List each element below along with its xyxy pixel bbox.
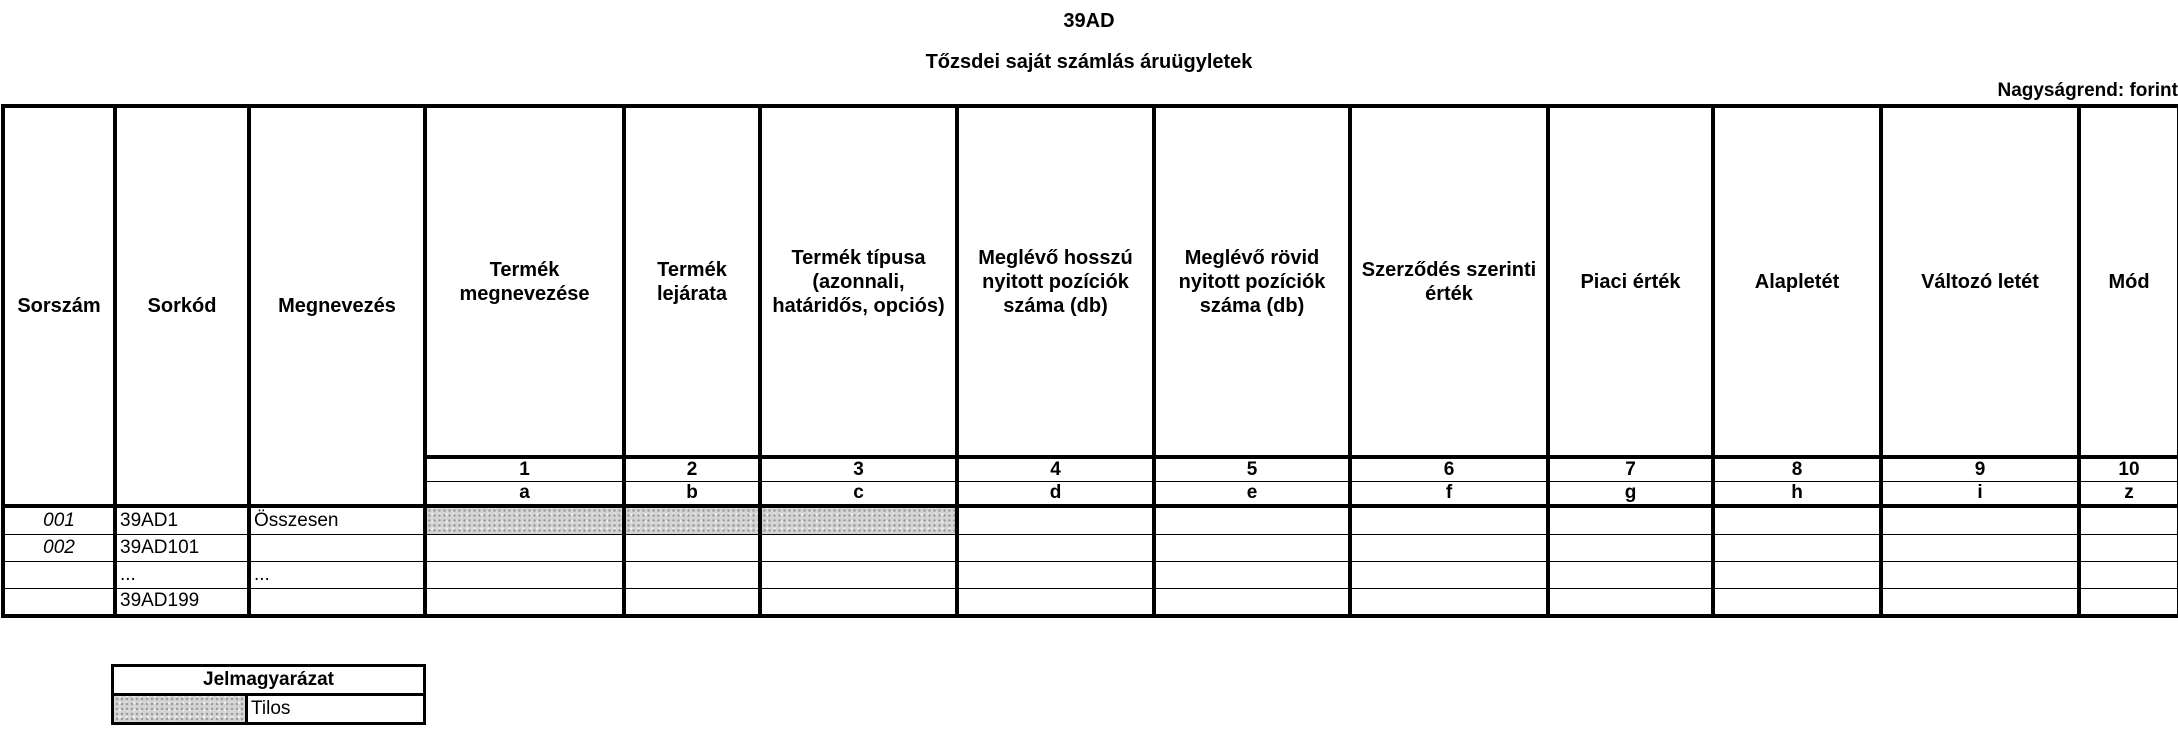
data-cell[interactable] (624, 561, 760, 588)
header-row (3, 106, 2178, 457)
row-number: 001 (3, 506, 115, 534)
data-cell[interactable] (1881, 534, 2079, 561)
col-header-hosszu-poziciok: Meglévő hosszú nyitott pozíciók száma (db) (957, 106, 1154, 457)
table-row (3, 534, 2178, 561)
data-cell[interactable] (425, 534, 624, 561)
col-number: 5 (1154, 457, 1350, 482)
data-cell[interactable] (1350, 588, 1548, 616)
data-cell[interactable] (957, 506, 1154, 534)
unit-note: Nagyságrend: forint (1997, 80, 2178, 101)
col-number: 1 (425, 457, 624, 482)
data-cell[interactable] (2079, 561, 2178, 588)
col-header-termek-tipusa: Termék típusa (azonnali, határidős, opciós) (760, 106, 957, 457)
col-letter: a (425, 482, 624, 507)
table-row (3, 506, 2178, 534)
data-cell[interactable] (425, 561, 624, 588)
data-cell[interactable] (1154, 561, 1350, 588)
table-row (3, 561, 2178, 588)
col-header-sorkod: Sorkód (115, 106, 249, 506)
row-number: 002 (3, 534, 115, 561)
col-number: 9 (1881, 457, 2079, 482)
col-letter: b (624, 482, 760, 507)
legend-forbidden-swatch (113, 695, 247, 724)
data-cell[interactable] (1548, 534, 1713, 561)
col-letter: d (957, 482, 1154, 507)
data-cell[interactable] (1548, 506, 1713, 534)
row-name (249, 588, 425, 616)
data-cell[interactable] (1548, 561, 1713, 588)
col-number: 3 (760, 457, 957, 482)
data-cell[interactable] (1154, 506, 1350, 534)
col-number: 8 (1713, 457, 1881, 482)
col-header-termek-megnevezese: Termék megnevezése (425, 106, 624, 457)
data-cell[interactable] (624, 534, 760, 561)
col-number: 10 (2079, 457, 2178, 482)
data-cell[interactable] (1154, 534, 1350, 561)
col-letter: h (1713, 482, 1881, 507)
row-code: 39AD1 (115, 506, 249, 534)
row-name: ... (249, 561, 425, 588)
data-cell[interactable] (957, 534, 1154, 561)
col-header-megnevezes: Megnevezés (249, 106, 425, 506)
data-cell[interactable] (425, 588, 624, 616)
data-cell[interactable] (957, 561, 1154, 588)
page-title: Tőzsdei saját számlás áruügyletek (925, 51, 1253, 73)
col-letter: i (1881, 482, 2079, 507)
data-cell[interactable] (624, 588, 760, 616)
form-code: 39AD (1063, 10, 1115, 32)
col-number: 4 (957, 457, 1154, 482)
col-header-sorszam: Sorszám (3, 106, 115, 506)
row-code: ... (115, 561, 249, 588)
col-letter: f (1350, 482, 1548, 507)
col-header-mod: Mód (2079, 106, 2178, 457)
col-letter: g (1548, 482, 1713, 507)
data-cell[interactable] (1713, 506, 1881, 534)
data-cell[interactable] (1881, 588, 2079, 616)
data-cell[interactable] (760, 534, 957, 561)
data-cell[interactable] (1881, 506, 2079, 534)
table-row (3, 588, 2178, 616)
forbidden-cell (760, 506, 957, 534)
data-cell[interactable] (1154, 588, 1350, 616)
col-number: 6 (1350, 457, 1548, 482)
data-cell[interactable] (2079, 534, 2178, 561)
col-header-szerzodes-szerinti-ertek: Szerződés szerinti érték (1350, 106, 1548, 457)
data-cell[interactable] (1881, 561, 2079, 588)
row-name (249, 534, 425, 561)
col-header-alapletet: Alapletét (1713, 106, 1881, 457)
forbidden-cell (425, 506, 624, 534)
row-code: 39AD199 (115, 588, 249, 616)
data-cell[interactable] (1713, 534, 1881, 561)
col-letter: z (2079, 482, 2178, 507)
data-cell[interactable] (1350, 506, 1548, 534)
row-code: 39AD101 (115, 534, 249, 561)
legend-forbidden-label: Tilos (247, 695, 425, 724)
row-number (3, 588, 115, 616)
data-cell[interactable] (1713, 561, 1881, 588)
row-number (3, 561, 115, 588)
col-number: 2 (624, 457, 760, 482)
data-cell[interactable] (957, 588, 1154, 616)
col-number: 7 (1548, 457, 1713, 482)
data-table (1, 104, 2178, 618)
row-name: Összesen (249, 506, 425, 534)
col-letter: e (1154, 482, 1350, 507)
col-letter: c (760, 482, 957, 507)
data-cell[interactable] (760, 561, 957, 588)
data-cell[interactable] (1548, 588, 1713, 616)
col-header-rovid-poziciok: Meglévő rövid nyitott pozíciók száma (db) (1154, 106, 1350, 457)
legend-title: Jelmagyarázat (113, 666, 425, 695)
col-header-valtozo-letet: Változó letét (1881, 106, 2079, 457)
data-cell[interactable] (1713, 588, 1881, 616)
data-cell[interactable] (2079, 588, 2178, 616)
col-header-piaci-ertek: Piaci érték (1548, 106, 1713, 457)
data-cell[interactable] (760, 588, 957, 616)
legend (111, 664, 426, 725)
data-cell[interactable] (2079, 506, 2178, 534)
col-header-termek-lejarata: Termék lejárata (624, 106, 760, 457)
data-cell[interactable] (1350, 534, 1548, 561)
forbidden-cell (624, 506, 760, 534)
data-cell[interactable] (1350, 561, 1548, 588)
